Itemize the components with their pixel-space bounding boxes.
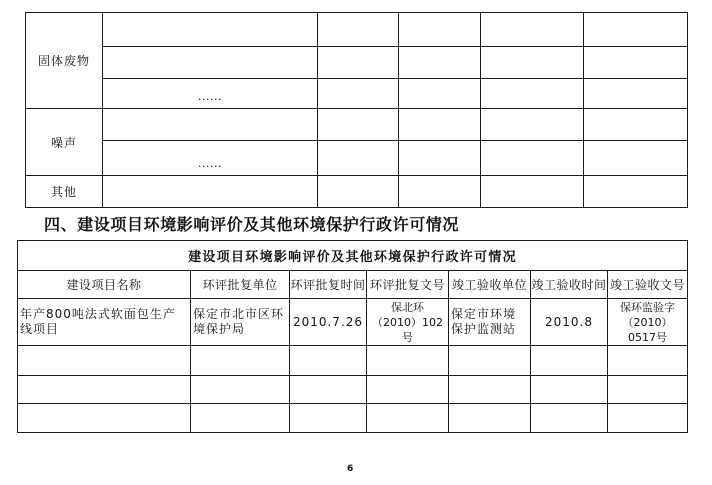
- table-cell: [608, 376, 688, 404]
- table-cell: [481, 13, 584, 47]
- category-label-other: 其他: [26, 176, 103, 208]
- table-cell: [584, 79, 688, 109]
- table-cell: [449, 346, 531, 376]
- permit-table-title: 建设项目环境影响评价及其他环境保护行政许可情况: [18, 241, 688, 271]
- table-cell: [399, 13, 481, 47]
- table-row: [18, 346, 688, 376]
- table-cell: [449, 376, 531, 404]
- table-row: [26, 176, 688, 208]
- table-cell: [18, 404, 191, 433]
- table-cell: [481, 47, 584, 79]
- table-cell: [399, 109, 481, 141]
- column-header-acceptance-doc-no: 竣工验收文号: [608, 271, 688, 299]
- column-header-approval-doc-no: 环评批复文号: [367, 271, 449, 299]
- table-cell: [318, 13, 399, 47]
- table-cell: [481, 141, 584, 176]
- table-cell: [531, 346, 608, 376]
- category-label-noise: 噪声: [26, 109, 103, 176]
- table-cell: [367, 376, 449, 404]
- table-cell: [584, 141, 688, 176]
- table-row: [26, 109, 688, 141]
- table-cell: [608, 299, 688, 346]
- table-cell: [481, 79, 584, 109]
- table-cell: [318, 176, 399, 208]
- ellipsis-cell: ......: [103, 79, 318, 109]
- table-cell: [103, 176, 318, 208]
- table-cell: [290, 376, 367, 404]
- table-cell: [399, 79, 481, 109]
- column-header-project-name: 建设项目名称: [18, 271, 191, 299]
- table-cell: [584, 47, 688, 79]
- table-cell: [191, 376, 290, 404]
- table-cell: [481, 176, 584, 208]
- table-cell: [531, 376, 608, 404]
- table-cell: [290, 299, 367, 346]
- table-cell: [318, 79, 399, 109]
- table-cell: [367, 346, 449, 376]
- table-row: [18, 404, 688, 433]
- table-cell: [449, 299, 531, 346]
- table-row: [26, 47, 688, 79]
- table-cell: [103, 109, 318, 141]
- table-cell: [608, 404, 688, 433]
- table-cell: [191, 346, 290, 376]
- table-cell: [608, 346, 688, 376]
- table-cell: [103, 13, 318, 47]
- table-row: [18, 376, 688, 404]
- table-cell: [318, 47, 399, 79]
- table-cell: [481, 109, 584, 141]
- table-cell: [318, 141, 399, 176]
- table-cell: [290, 346, 367, 376]
- table-cell: [531, 299, 608, 346]
- table-cell: [399, 141, 481, 176]
- table-row: [26, 79, 688, 109]
- table-cell: [367, 299, 449, 346]
- permit-table: [17, 240, 688, 433]
- table-title-row: [18, 241, 688, 271]
- table-cell: [18, 299, 191, 346]
- table-cell: [318, 109, 399, 141]
- column-header-acceptance-unit: 竣工验收单位: [449, 271, 531, 299]
- acceptance-doc-no: 保环监验字（2010）0517号: [620, 300, 676, 344]
- column-header-acceptance-date: 竣工验收时间: [531, 271, 608, 299]
- table-header-row: [18, 271, 688, 299]
- table-row: [18, 299, 688, 346]
- table-cell: [367, 404, 449, 433]
- approval-date: 2010.7.26: [292, 314, 364, 329]
- pollutant-table: [25, 12, 688, 208]
- table-row: [26, 13, 688, 47]
- table-cell: [531, 404, 608, 433]
- table-cell: [290, 404, 367, 433]
- page-number: 6: [347, 464, 354, 474]
- approval-doc-no: 保北环（2010）102号: [372, 300, 443, 344]
- table-cell: [399, 176, 481, 208]
- table-cell: [18, 346, 191, 376]
- table-cell: [584, 176, 688, 208]
- acceptance-unit: 保定市环境保护监测站: [451, 307, 517, 336]
- table-row: [26, 141, 688, 176]
- table-cell: [191, 299, 290, 346]
- table-cell: [103, 47, 318, 79]
- approval-unit: 保定市北市区环境保护局: [193, 307, 285, 336]
- table-cell: [584, 13, 688, 47]
- table-cell: [18, 376, 191, 404]
- section-heading: 四、建设项目环境影响评价及其他环境保护行政许可情况: [44, 215, 460, 234]
- ellipsis-cell: ......: [103, 141, 318, 176]
- acceptance-date: 2010.8: [545, 314, 593, 329]
- column-header-approval-unit: 环评批复单位: [191, 271, 290, 299]
- category-label-solid-waste: 固体废物: [26, 13, 103, 109]
- table-cell: [399, 47, 481, 79]
- table-cell: [584, 109, 688, 141]
- column-header-approval-date: 环评批复时间: [290, 271, 367, 299]
- project-name: 年产800吨法式软面包生产线项目: [20, 307, 176, 336]
- table-cell: [191, 404, 290, 433]
- table-cell: [449, 404, 531, 433]
